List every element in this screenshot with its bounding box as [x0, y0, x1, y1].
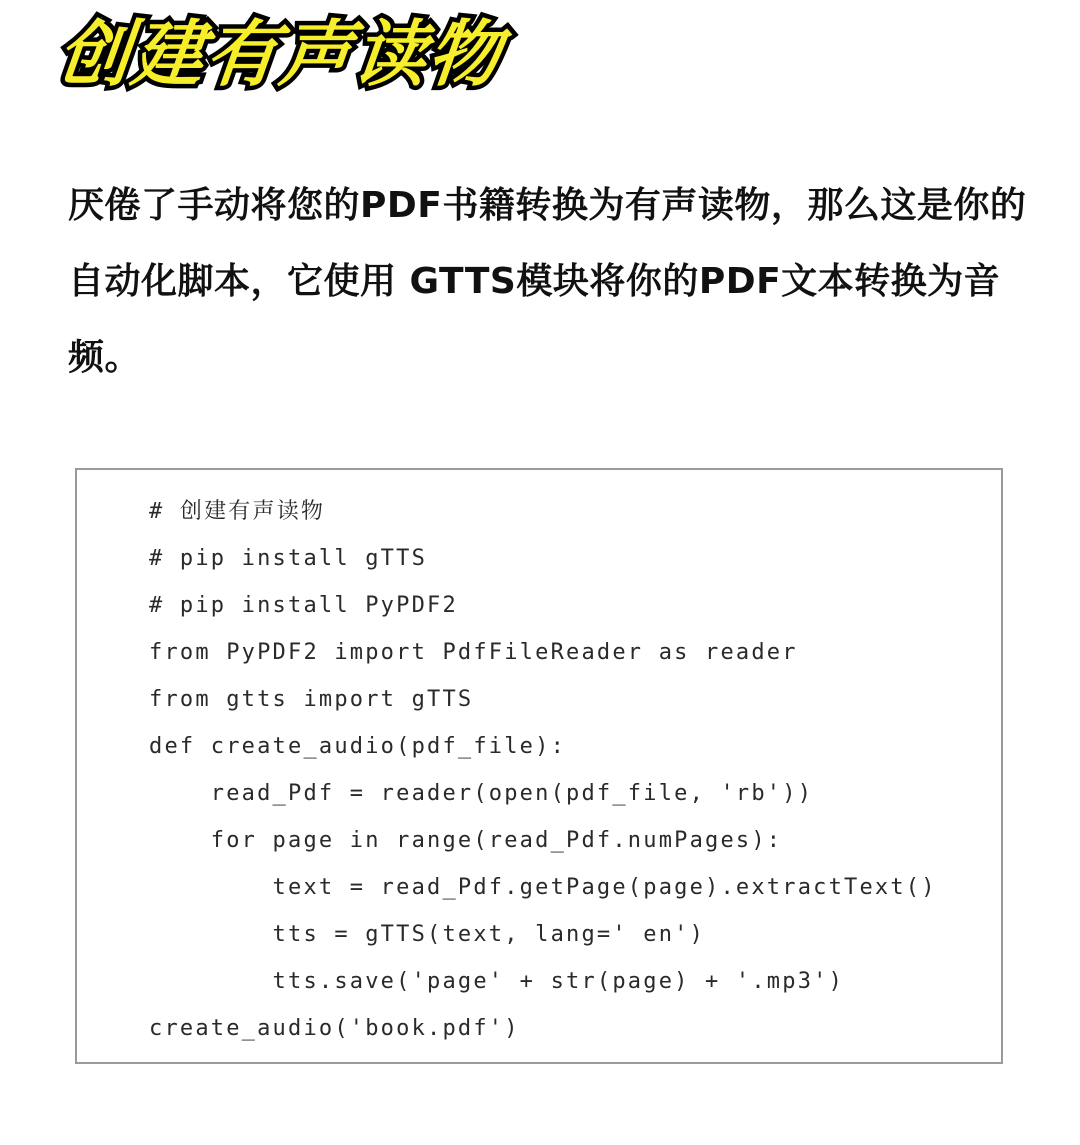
code-lines [149, 488, 937, 1052]
title-banner [53, 4, 507, 104]
code-line: text = read_Pdf.getPage(page).extractText() [149, 875, 937, 900]
code-line: def create_audio(pdf_file): [149, 734, 567, 759]
code-line: for page in range(read_Pdf.numPages): [149, 828, 783, 853]
code-line: tts.save('page' + str(page) + '.mp3') [149, 969, 845, 994]
code-line: # 创建有声读物 [149, 499, 326, 524]
code-line: # pip install PyPDF2 [149, 593, 458, 618]
code-line: read_Pdf = reader(open(pdf_file, 'rb')) [149, 781, 814, 806]
code-line: create_audio('book.pdf') [149, 1016, 520, 1041]
code-line: from PyPDF2 import PdfFileReader as reader [149, 640, 798, 665]
code-line: from gtts import gTTS [149, 687, 474, 712]
code-line: tts = gTTS(text, lang=' en') [149, 922, 706, 947]
code-block [75, 468, 1003, 1064]
code-line: # pip install gTTS [149, 546, 428, 571]
intro-paragraph: 厌倦了手动将您的PDF书籍转换为有声读物，那么这是你的自动化脚本，它使用 GTTS模块将你的PDF文本转换为音频。 [68, 185, 1027, 378]
page-title: 创建有声读物 [53, 12, 507, 96]
